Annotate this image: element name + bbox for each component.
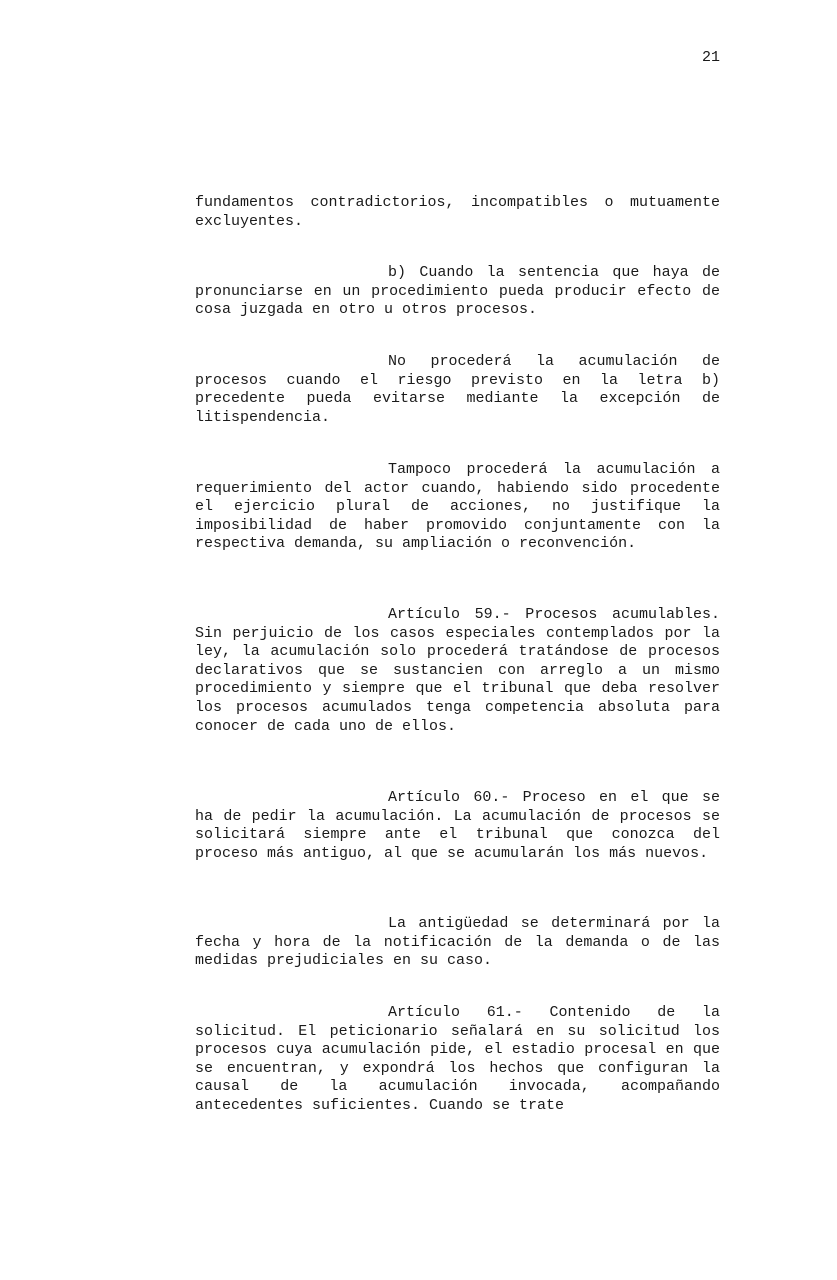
paragraph-articulo-61: [195, 1004, 720, 1116]
paragraph-articulo-59: [195, 606, 720, 736]
paragraph-text: Artículo 61.- Contenido de la solicitud. El peticionario señalará en su solicitud los procesos cuya acumulación pide, el estadio procesal en que se encuentran, y expondrá los hechos que configuran la causal de la acumulación invocada, acompañando antecedentes suficientes. Cuando se trate: [195, 1004, 720, 1114]
paragraph-text: b) Cuando la sentencia que haya de pronunciarse en un procedimiento pueda producir efecto de cosa juzgada en otro u otros procesos.: [195, 264, 720, 319]
paragraph-text: No procederá la acumulación de procesos cuando el riesgo previsto en la letra b) precedente pueda evitarse mediante la excepción de litispendencia.: [195, 353, 720, 426]
paragraph-text: Tampoco procederá la acumulación a requerimiento del actor cuando, habiendo sido procedente el ejercicio plural de acciones, no justifique la imposibilidad de haber promovido conjuntamente con la respectiva demanda, su ampliación o reconvención.: [195, 461, 720, 553]
page-number: 21: [701, 49, 720, 66]
paragraph-letter-b: [195, 264, 720, 320]
paragraph-text: La antigüedad se determinará por la fecha y hora de la notificación de la demanda o de las medidas prejudiciales en su caso.: [195, 915, 720, 970]
paragraph-antiguedad: [195, 915, 720, 971]
paragraph-text: Artículo 60.- Proceso en el que se ha de pedir la acumulación. La acumulación de procesos se solicitará siempre ante el tribunal que conozca del proceso más antiguo, al que se acumularán los más nuevos.: [195, 789, 720, 862]
paragraph-tampoco: [195, 461, 720, 554]
paragraph-text: Artículo 59.- Procesos acumulables. Sin perjuicio de los casos especiales contemplados por la ley, la acumulación solo procederá tratándose de procesos declarativos que se sustancien con arreglo a un mismo procedimiento y siempre que el tribunal que deba resolver los procesos acumulados tenga competencia absoluta para conocer de cada uno de ellos.: [195, 606, 720, 735]
paragraph-continuation: [195, 194, 720, 231]
paragraph-no-procedera: [195, 353, 720, 427]
paragraph-text: fundamentos contradictorios, incompatibles o mutuamente excluyentes.: [195, 194, 720, 230]
paragraph-articulo-60: [195, 789, 720, 863]
